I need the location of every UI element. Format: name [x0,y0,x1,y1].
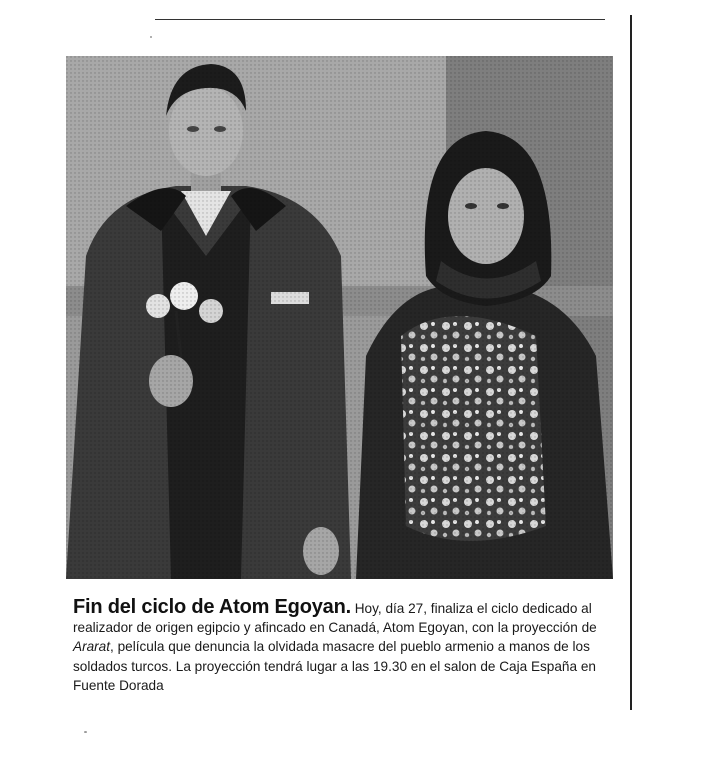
caption-film-title: Ararat [73,639,111,655]
top-rule [155,19,605,20]
scan-speck [84,731,87,733]
column-rule [630,15,632,710]
photo-illustration [66,56,613,579]
caption-body-end: , película que denuncia la olvidada masacre del pueblo armenio a manos de los soldados turcos. La proyección tendrá lugar a las 19.30 en el salon de Caja España en Fuente Dorada [73,639,596,693]
photo-caption [73,598,621,695]
scan-speck [150,36,152,38]
caption-body-start: Hoy, día 27, finaliza el ciclo dedicado al realizador de origen egipcio y afincado en Canadá, Atom Egoyan, con la proyección de [73,601,597,636]
news-photo [66,56,613,579]
caption-headline: Fin del ciclo de Atom Egoyan. [73,596,351,618]
